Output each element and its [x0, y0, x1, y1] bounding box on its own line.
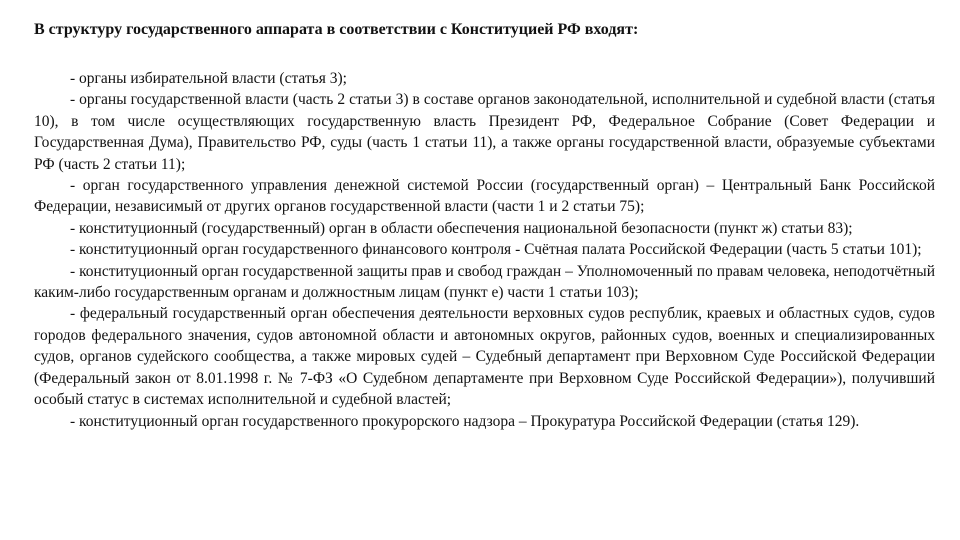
list-item: - органы государственной власти (часть 2 статьи 3) в составе органов законодательной, исполнительной и судебной власти (статья 10), в том числе осуществляющих государственную власть Президент РФ, Федеральное Собрание (Совет Федерации и Государственная Дума), Правительство РФ, суды (часть 1 статьи 11), а также органы государственной власти, образуемые субъектами РФ (часть 2 статьи 11); — [34, 91, 935, 173]
list-item: - органы избирательной власти (статья 3); — [70, 70, 347, 87]
list-item: - конституционный орган государственного финансового контроля - Счётная палата Российской Федерации (часть 5 статьи 101); — [70, 241, 922, 259]
list-item: - конституционный (государственный) орган в области обеспечения национальной безопасности (пункт ж) статьи 83); — [70, 219, 853, 237]
list-item: - федеральный государственный орган обеспечения деятельности верховных судов республик, краевых и областных судов, судов городов федерального значения, судов автономной области и автономных округов, районных судов, военных и специализированных судов, органов судейского сообщества, а также мировых судей – Судебный департамент при Верховном Суде Российской Федерации (Федеральный закон от 8.01.1998 г. № 7-ФЗ «О Судебном департаменте при Верховном Суде Российской Федерации»), получивший особый статус в системах исполнительной и судебной властей; — [34, 305, 935, 409]
list-item: - конституционный орган государственной защиты прав и свобод граждан – Уполномоченный по правам человека, неподотчётный каким-либо государственным органам и должностным лицам (пункт е) части 1 статьи 103); — [34, 262, 935, 302]
document-title: В структуру государственного аппарата в соответствии с Конституцией РФ входят: — [34, 21, 639, 38]
list-item: - конституционный орган государственного прокурорского надзора – Прокуратура Российской Федерации (статья 129). — [70, 412, 860, 430]
document-body — [34, 68, 935, 432]
list-item: - орган государственного управления денежной системой России (государственный орган) – Центральный Банк Российской Федерации, независимый от других органов государственной власти (части 1 и 2 статьи 75); — [34, 177, 935, 216]
